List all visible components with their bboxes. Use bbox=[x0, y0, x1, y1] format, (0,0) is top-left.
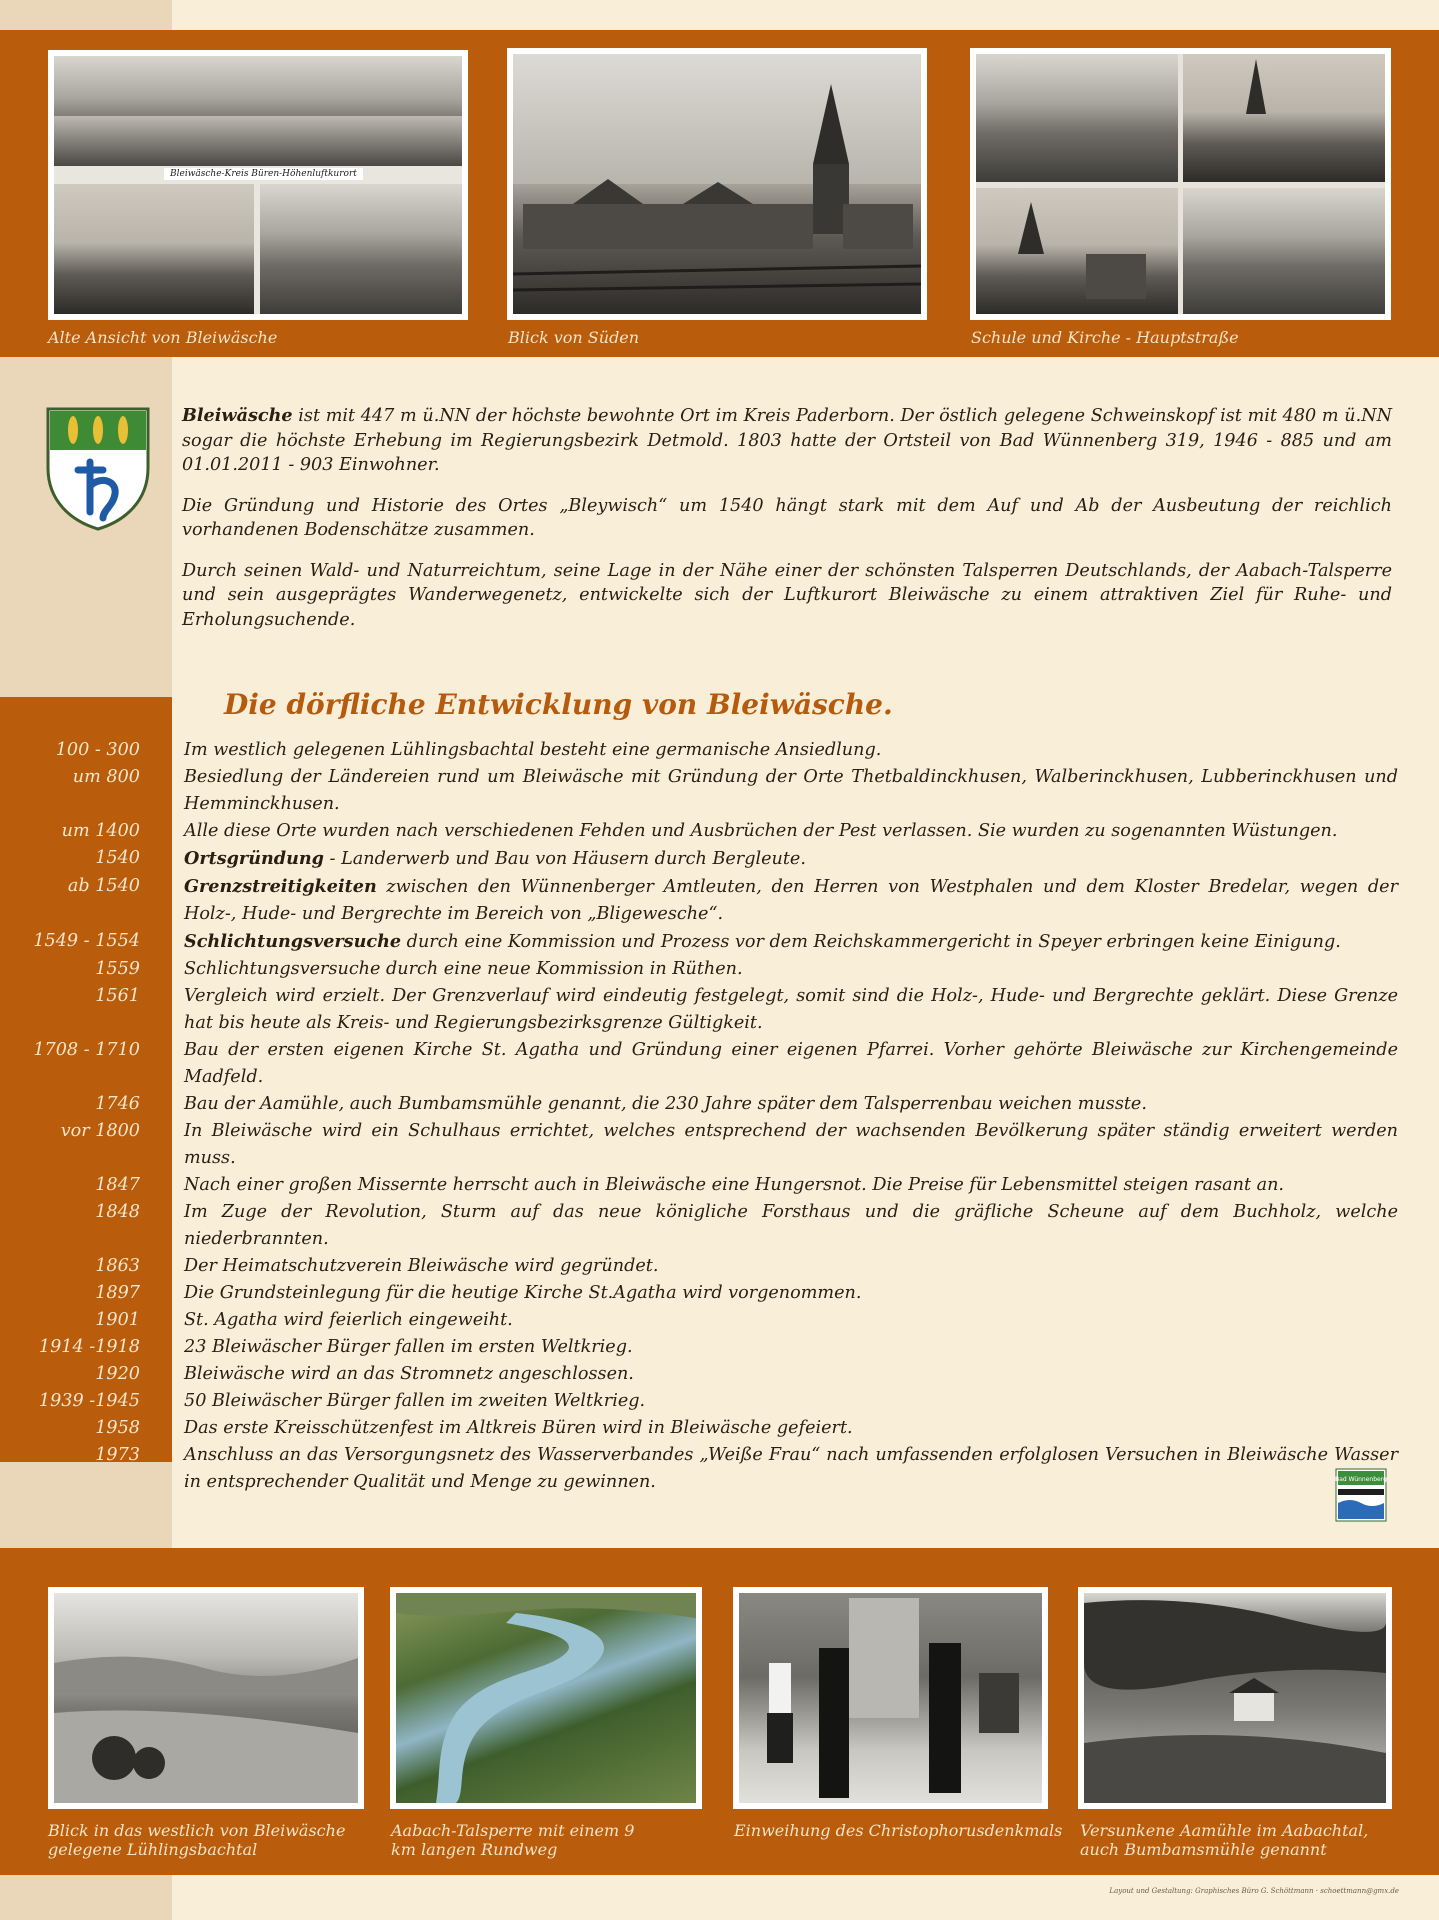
timeline-row bbox=[0, 1307, 1420, 1334]
caption-aamuehle: Versunkene Aamühle im Aabachtal, auch Bumbamsmühle genannt bbox=[1080, 1821, 1369, 1859]
caption-school-church: Schule und Kirche - Hauptstraße bbox=[971, 328, 1239, 347]
timeline-description: Die Grundsteinlegung für die heutige Kirche St.Agatha wird vorgenommen. bbox=[184, 1283, 862, 1303]
timeline-text bbox=[162, 1307, 1398, 1334]
old-view-inscription: Bleiwäsche-Kreis Büren-Höhenluftkurort bbox=[164, 168, 363, 180]
logo-text: Bad Wünnenberg bbox=[1335, 1476, 1387, 1483]
caption-luehlingsbachtal: Blick in das westlich von Bleiwäsche gelegene Lühlingsbachtal bbox=[48, 1821, 346, 1859]
timeline-row bbox=[0, 873, 1420, 928]
photo-aamuehle bbox=[1078, 1587, 1392, 1809]
timeline-row bbox=[0, 818, 1420, 845]
timeline-text bbox=[162, 764, 1398, 818]
timeline-description: Im westlich gelegenen Lühlingsbachtal besteht eine germanische Ansiedlung. bbox=[184, 740, 882, 760]
timeline-text bbox=[162, 1415, 1398, 1442]
timeline-heading: Die dörfliche Entwicklung von Bleiwäsche. bbox=[224, 688, 893, 721]
timeline-text bbox=[162, 1037, 1398, 1091]
timeline-year: 1958 bbox=[95, 1418, 140, 1438]
timeline-year: 1920 bbox=[95, 1364, 140, 1384]
timeline-row bbox=[0, 1253, 1420, 1280]
timeline-description: Anschluss an das Versorgungsnetz des Wasserverbandes „Weiße Frau“ nach umfassenden erfolglosen Versuchen in Bleiwäsche Wasser in entsprechender Qualität und Menge zu gewinnen. bbox=[184, 1445, 1398, 1492]
timeline-row bbox=[0, 1388, 1420, 1415]
photo-view-south bbox=[507, 48, 927, 320]
timeline-text bbox=[162, 1442, 1398, 1496]
intro-paragraph-1: Bleiwäsche ist mit 447 m ü.NN der höchste bewohnte Ort im Kreis Paderborn. Der östlich gelegene Schweinskopf ist mit 480 m ü.NN sogar die höchste Erhebung im Regierungsbezirk Detmold. 1803 hatte der Ortsteil von Bad Wünnenberg 319, 1946 - 885 und am 01.01.2011 - 903 Einwohner. bbox=[182, 405, 1392, 475]
timeline-year: 100 - 300 bbox=[55, 740, 140, 760]
timeline-text bbox=[162, 818, 1398, 845]
timeline-description: St. Agatha wird feierlich eingeweiht. bbox=[184, 1310, 513, 1330]
timeline-year: 1848 bbox=[95, 1202, 140, 1222]
timeline-year: ab 1540 bbox=[67, 876, 140, 896]
timeline-row bbox=[0, 956, 1420, 983]
timeline-keyword: Grenzstreitigkeiten bbox=[184, 876, 377, 897]
intro-paragraph-2: Die Gründung und Historie des Ortes „Bleywisch“ um 1540 hängt stark mit dem Auf und Ab der Ausbeutung der reichlich vorhandenen Bodenschätze zusammen. bbox=[182, 495, 1392, 540]
timeline-description: Alle diese Orte wurden nach verschiedenen Fehden und Ausbrüchen der Pest verlassen. Sie wurden zu sogenannten Wüstungen. bbox=[184, 821, 1338, 841]
timeline-description: Vergleich wird erzielt. Der Grenzverlauf wird eindeutig festgelegt, somit sind die Holz-, Hude- und Bergrechte geklärt. Diese Grenze hat bis heute als Kreis- und Regierungsbezirksgrenze Gültigkeit. bbox=[184, 986, 1398, 1033]
timeline-text bbox=[162, 1172, 1398, 1199]
timeline-text bbox=[162, 1361, 1398, 1388]
photo-christophorus bbox=[733, 1587, 1048, 1809]
timeline-description: Nach einer großen Missernte herrscht auch in Bleiwäsche eine Hungersnot. Die Preise für Lebensmittel steigen rasant an. bbox=[184, 1175, 1285, 1195]
timeline-description: In Bleiwäsche wird ein Schulhaus errichtet, welches entsprechend der wachsenden Bevölkerung später ständig erweitert werden muss. bbox=[184, 1121, 1398, 1168]
timeline-year: 1561 bbox=[95, 986, 140, 1006]
timeline-year: 1847 bbox=[95, 1175, 140, 1195]
timeline-row bbox=[0, 737, 1420, 764]
timeline-keyword: Schlichtungsversuche bbox=[184, 931, 402, 952]
timeline-year: 1746 bbox=[95, 1094, 140, 1114]
timeline-text bbox=[162, 1118, 1398, 1172]
timeline-description: Der Heimatschutzverein Bleiwäsche wird gegründet. bbox=[184, 1256, 659, 1276]
timeline-description: Im Zuge der Revolution, Sturm auf das neue königliche Forsthaus und die gräfliche Scheune auf dem Buchholz, welche niederbrannten. bbox=[184, 1202, 1398, 1249]
timeline-text bbox=[162, 1334, 1398, 1361]
timeline-text bbox=[162, 737, 1398, 764]
caption-view-south: Blick von Süden bbox=[508, 328, 640, 347]
timeline-description: Besiedlung der Ländereien rund um Bleiwäsche mit Gründung der Orte Thetbaldinckhusen, Walberinckhusen, Lubberinckhusen und Hemminckhusen. bbox=[184, 767, 1398, 814]
caption-old-view: Alte Ansicht von Bleiwäsche bbox=[48, 328, 278, 347]
timeline-row bbox=[0, 1361, 1420, 1388]
timeline-row bbox=[0, 845, 1420, 873]
timeline-row bbox=[0, 1442, 1420, 1496]
timeline-text bbox=[162, 1091, 1398, 1118]
timeline-year: 1901 bbox=[95, 1310, 140, 1330]
timeline-text bbox=[162, 873, 1398, 928]
timeline-row bbox=[0, 983, 1420, 1037]
timeline-year: vor 1800 bbox=[60, 1121, 140, 1141]
timeline-year: 1540 bbox=[95, 848, 140, 868]
timeline-year: 1897 bbox=[95, 1283, 140, 1303]
timeline-keyword: Ortsgründung bbox=[184, 848, 324, 869]
timeline-description: Bleiwäsche wird an das Stromnetz angeschlossen. bbox=[184, 1364, 634, 1384]
timeline-year: 1863 bbox=[95, 1256, 140, 1276]
bad-wuennenberg-logo bbox=[1330, 1467, 1392, 1523]
timeline-text bbox=[162, 983, 1398, 1037]
timeline-description: Schlichtungsversuche durch eine neue Kommission in Rüthen. bbox=[184, 959, 743, 979]
timeline-year: um 1400 bbox=[61, 821, 140, 841]
timeline-year: um 800 bbox=[72, 767, 140, 787]
timeline-row bbox=[0, 1199, 1420, 1253]
timeline-row bbox=[0, 1118, 1420, 1172]
timeline-description: Bau der Aamühle, auch Bumbamsmühle genannt, die 230 Jahre später dem Talsperrenbau weichen musste. bbox=[184, 1094, 1147, 1114]
caption-aabach-talsperre: Aabach-Talsperre mit einem 9 km langen Rundweg bbox=[391, 1821, 635, 1859]
timeline-description: 50 Bleiwäscher Bürger fallen im zweiten Weltkrieg. bbox=[184, 1391, 646, 1411]
layout-credit: Layout und Gestaltung: Graphisches Büro G. Schöttmann · schoettmann@gmx.de bbox=[1109, 1887, 1399, 1895]
timeline-text bbox=[162, 928, 1398, 956]
timeline-text bbox=[162, 1280, 1398, 1307]
timeline-text bbox=[162, 1199, 1398, 1253]
intro-text bbox=[182, 404, 1392, 648]
timeline-row bbox=[0, 1172, 1420, 1199]
timeline-row bbox=[0, 928, 1420, 956]
timeline-text bbox=[162, 1253, 1398, 1280]
timeline-row bbox=[0, 1037, 1420, 1091]
church-silhouette bbox=[513, 54, 921, 314]
timeline-year: 1914 -1918 bbox=[38, 1337, 140, 1357]
photo-aabach-talsperre bbox=[390, 1587, 702, 1809]
timeline-year: 1708 - 1710 bbox=[33, 1040, 140, 1060]
timeline-row bbox=[0, 1334, 1420, 1361]
timeline-year: 1559 bbox=[95, 959, 140, 979]
timeline-row bbox=[0, 1280, 1420, 1307]
photo-luehlingsbachtal bbox=[48, 1587, 364, 1809]
timeline bbox=[0, 737, 1420, 1496]
timeline-description: - Landerwerb und Bau von Häusern durch Bergleute. bbox=[323, 849, 806, 869]
timeline-text bbox=[162, 845, 1398, 873]
timeline-description: zwischen den Wünnenberger Amtleuten, den Herren von Westphalen und dem Kloster Bredelar, wegen der Holz-, Hude- und Bergrechte im Bereich von „Bligewesche“. bbox=[184, 877, 1398, 924]
timeline-description: Das erste Kreisschützenfest im Altkreis Büren wird in Bleiwäsche gefeiert. bbox=[184, 1418, 853, 1438]
photo-school-church bbox=[970, 48, 1391, 320]
timeline-row bbox=[0, 1091, 1420, 1118]
timeline-description: 23 Bleiwäscher Bürger fallen im ersten Weltkrieg. bbox=[184, 1337, 633, 1357]
caption-christophorus: Einweihung des Christophorusdenkmals bbox=[734, 1821, 1063, 1840]
timeline-description: durch eine Kommission und Prozess vor dem Reichskammergericht in Speyer erbringen keine Einigung. bbox=[401, 932, 1341, 952]
timeline-row bbox=[0, 764, 1420, 818]
coat-of-arms bbox=[45, 406, 151, 532]
timeline-text bbox=[162, 956, 1398, 983]
timeline-year: 1939 -1945 bbox=[38, 1391, 140, 1411]
photo-old-view bbox=[48, 50, 468, 320]
timeline-description: Bau der ersten eigenen Kirche St. Agatha und Gründung einer eigenen Pfarrei. Vorher gehörte Bleiwäsche zur Kirchengemeinde Madfeld. bbox=[184, 1040, 1398, 1087]
timeline-text bbox=[162, 1388, 1398, 1415]
timeline-row bbox=[0, 1415, 1420, 1442]
intro-paragraph-3: Durch seinen Wald- und Naturreichtum, seine Lage in der Nähe einer der schönsten Talsperren Deutschlands, der Aabach-Talsperre und sein ausgeprägtes Wanderwegenetz, entwickelte sich der Luftkurort Bleiwäsche zu einem attraktiven Ziel für Ruhe- und Erholungsuchende. bbox=[182, 560, 1392, 630]
timeline-year: 1973 bbox=[95, 1445, 140, 1465]
timeline-year: 1549 - 1554 bbox=[33, 931, 140, 951]
